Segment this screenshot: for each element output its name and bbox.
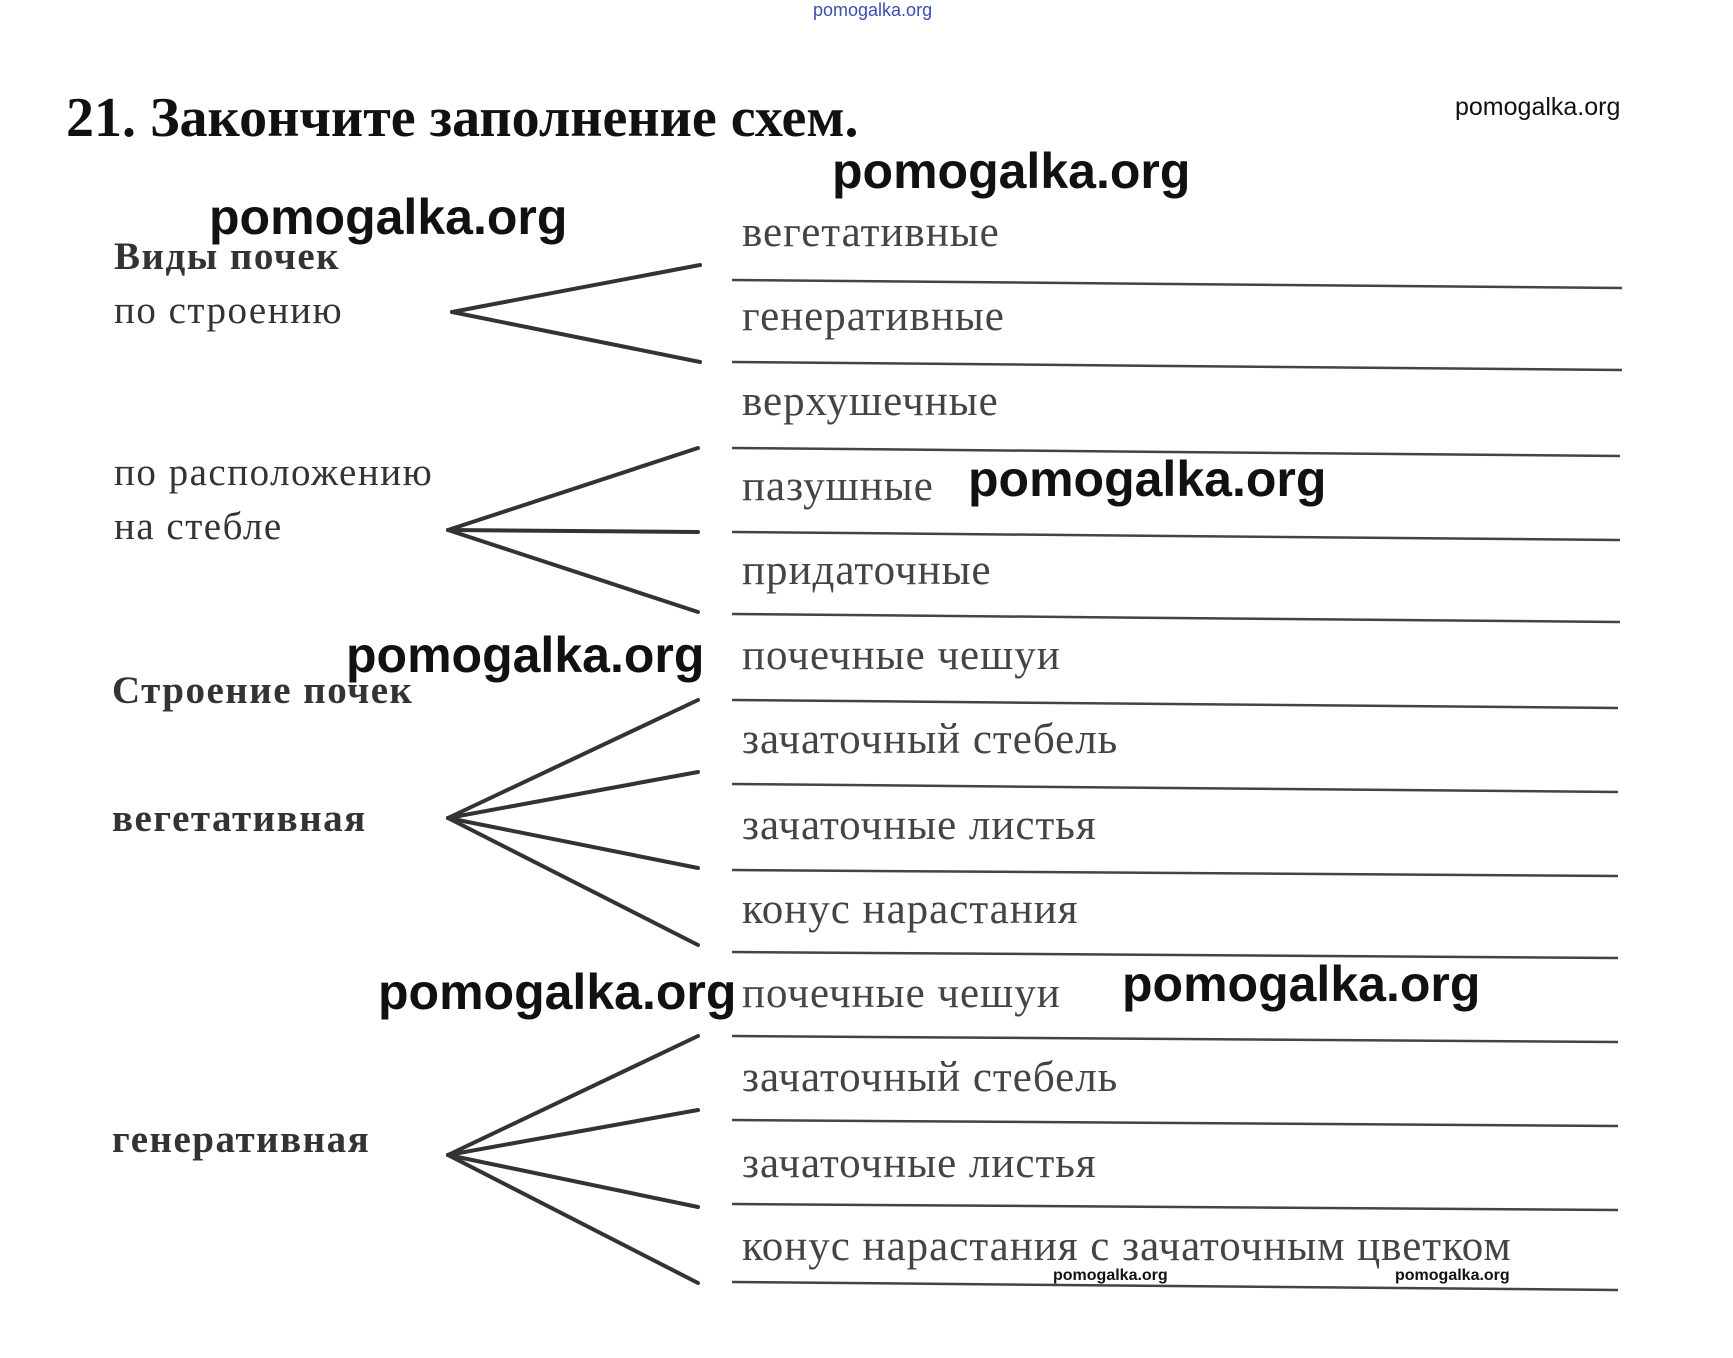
watermark: pomogalka.org bbox=[832, 143, 1191, 199]
label-by-structure: по строению bbox=[114, 289, 344, 332]
branch-line bbox=[448, 530, 698, 532]
label-by-position-2: на стебле bbox=[114, 505, 283, 548]
page-title: 21. Закончите заполнение схем. bbox=[66, 87, 859, 149]
answer-underline bbox=[732, 700, 1618, 708]
answer-underline bbox=[732, 1204, 1618, 1210]
branch-line bbox=[448, 1155, 698, 1283]
watermark: pomogalka.org bbox=[378, 964, 737, 1020]
answer-text: зачаточные листья bbox=[742, 1140, 1097, 1187]
answer-text: вегетативные bbox=[742, 209, 1000, 256]
answer-text: конус нарастания с зачаточным цветком bbox=[742, 1223, 1512, 1270]
label-generative: генеративная bbox=[112, 1118, 371, 1161]
header-watermark: pomogalka.org bbox=[813, 0, 933, 20]
branch-line bbox=[452, 265, 700, 312]
answer-text: придаточные bbox=[742, 547, 992, 594]
watermark: pomogalka.org bbox=[1455, 93, 1621, 121]
answer-underline bbox=[732, 532, 1620, 540]
answer-underline bbox=[732, 280, 1622, 288]
branch-line bbox=[448, 1155, 698, 1207]
branch-line bbox=[448, 700, 698, 818]
branch-line bbox=[448, 772, 698, 818]
answer-underline bbox=[732, 362, 1622, 370]
answer-text: зачаточный стебель bbox=[742, 1054, 1119, 1101]
answer-text: зачаточный стебель bbox=[742, 716, 1119, 763]
label-vegetative: вегетативная bbox=[112, 797, 367, 840]
scheme-heading-structure: Строение почек bbox=[112, 669, 414, 712]
answer-text: генеративные bbox=[742, 293, 1005, 340]
answer-underline bbox=[732, 1120, 1618, 1126]
branch-line bbox=[448, 818, 698, 868]
answer-underline bbox=[732, 870, 1618, 876]
answer-text: почечные чешуи bbox=[742, 632, 1061, 679]
answer-underline bbox=[732, 784, 1618, 792]
branch-line bbox=[448, 448, 698, 530]
watermark: pomogalka.org bbox=[346, 627, 705, 683]
branch-line bbox=[448, 1036, 698, 1155]
branch-line bbox=[448, 530, 698, 612]
watermark: pomogalka.org bbox=[1053, 1267, 1168, 1284]
answer-text: зачаточные листья bbox=[742, 802, 1097, 849]
scheme-heading-kinds: Виды почек bbox=[114, 235, 341, 278]
watermark: pomogalka.org bbox=[968, 451, 1327, 507]
watermark: pomogalka.org bbox=[209, 189, 568, 245]
answer-underline bbox=[732, 1036, 1618, 1042]
branch-line bbox=[452, 312, 700, 362]
branch-line bbox=[448, 818, 698, 945]
watermark: pomogalka.org bbox=[1395, 1267, 1510, 1284]
answer-text: пазушные bbox=[742, 463, 934, 510]
watermark: pomogalka.org bbox=[1122, 956, 1481, 1012]
label-by-position-1: по расположению bbox=[114, 451, 434, 494]
answer-underline bbox=[732, 614, 1620, 622]
answer-text: конус нарастания bbox=[742, 886, 1079, 933]
answer-text: почечные чешуи bbox=[742, 970, 1061, 1017]
branch-line bbox=[448, 1110, 698, 1155]
answer-text: верхушечные bbox=[742, 378, 999, 425]
